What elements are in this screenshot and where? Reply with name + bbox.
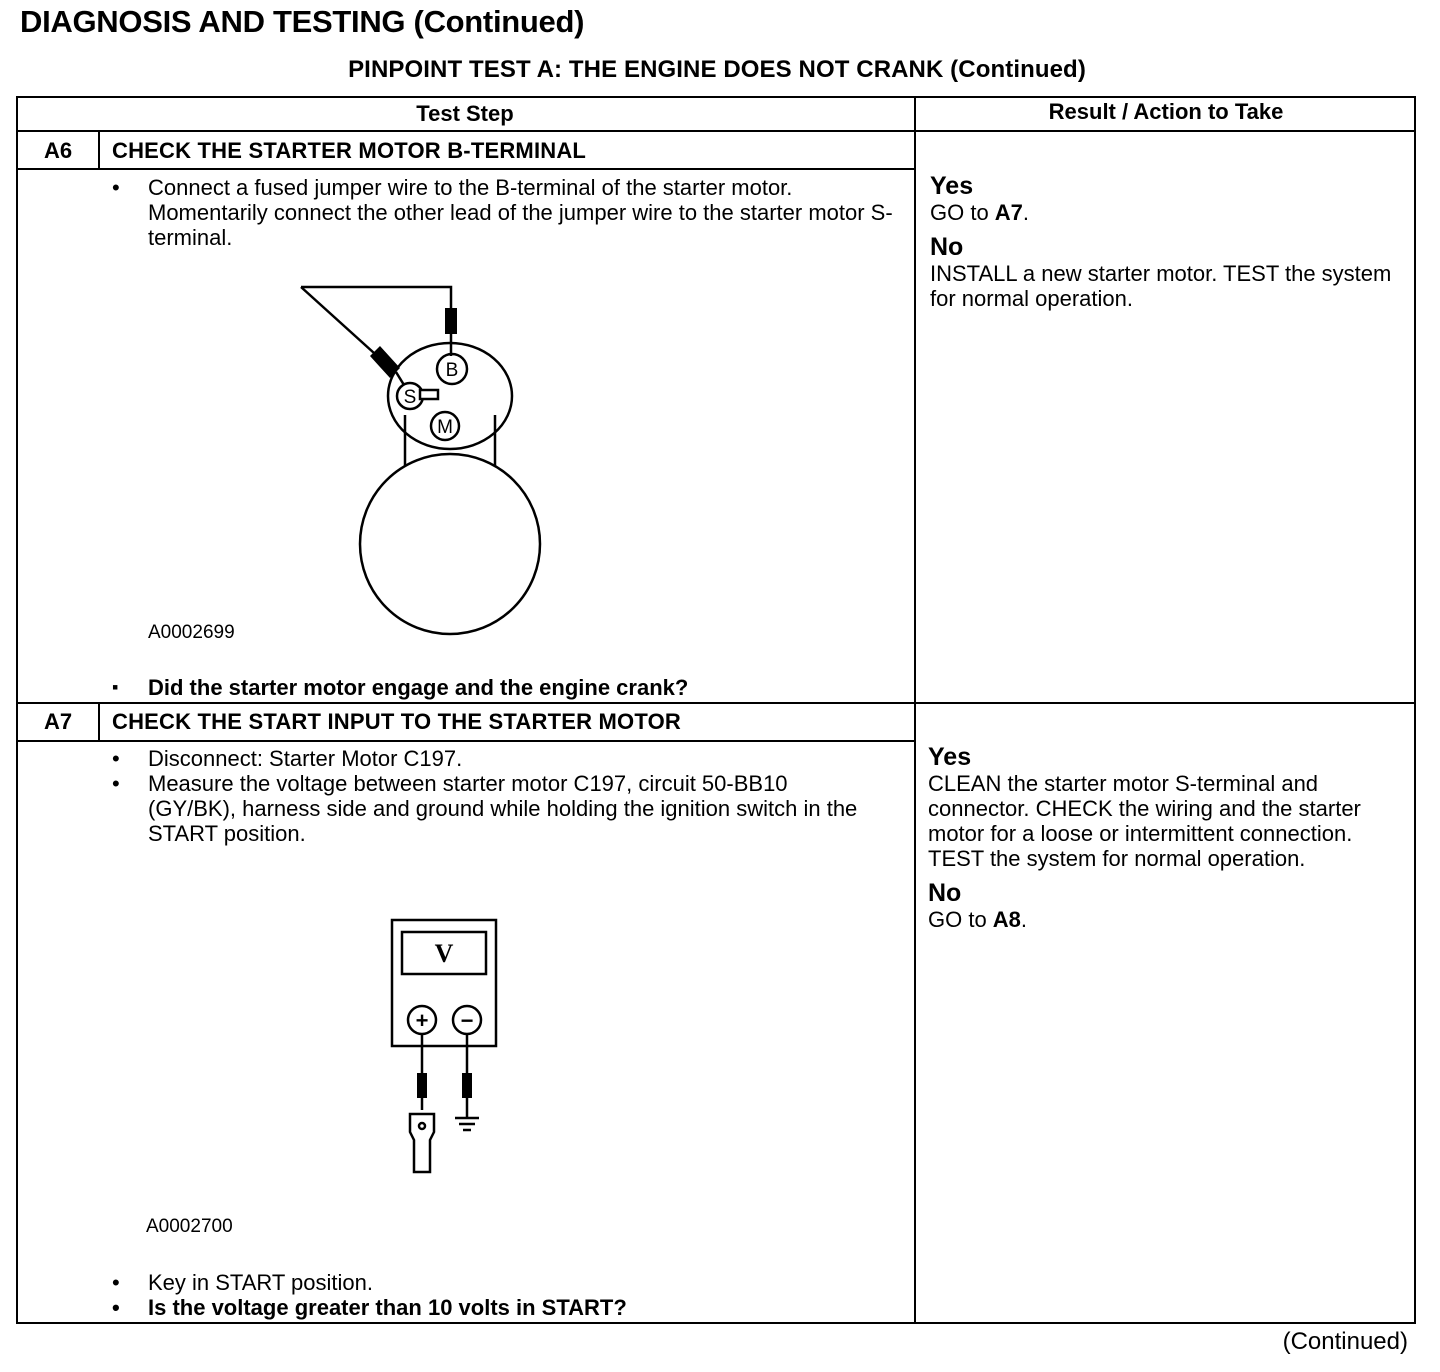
list-item: • Key in START position.	[112, 1270, 902, 1295]
page-title: DIAGNOSIS AND TESTING (Continued)	[20, 4, 585, 39]
a7-no-ref: A8	[992, 907, 1021, 932]
a6-no-action: INSTALL a new starter motor. TEST the system for normal operation.	[930, 261, 1392, 311]
column-header-test-step: Test Step	[416, 101, 514, 126]
a7-instructions	[112, 746, 872, 846]
a6-a7-divider	[16, 702, 1416, 704]
a7-result	[928, 743, 1398, 932]
a6-yes-action: GO to A7.	[930, 200, 1030, 225]
a7-yes-label: Yes	[928, 743, 972, 771]
meter-symbol: V	[434, 939, 454, 968]
figure-id-a6: A0002699	[148, 622, 235, 643]
terminal-b-label: B	[445, 360, 459, 381]
step-id-a7: A7	[43, 709, 73, 734]
terminal-s-label: S	[403, 387, 417, 408]
pinpoint-test-title: PINPOINT TEST A: THE ENGINE DOES NOT CRANK (Continued)	[348, 56, 1086, 83]
a6-no-label: No	[930, 233, 964, 261]
a7-title-divider	[16, 740, 916, 742]
meter-plus-label: +	[415, 1008, 429, 1033]
list-item: ▪ Did the starter motor engage and the engine crank?	[112, 675, 902, 700]
a6-id-divider	[98, 130, 100, 170]
a6-result	[930, 172, 1400, 311]
a6-instructions	[112, 175, 902, 250]
meter-minus-label: −	[460, 1008, 474, 1033]
column-header-result: Result / Action to Take	[1048, 99, 1284, 124]
list-item: • Measure the voltage between starter motor C197, circuit 50-BB10 (GY/BK), harness side and ground while holding the ignition switch in the START position.	[112, 771, 872, 846]
step-title-a7: CHECK THE START INPUT TO THE STARTER MOTOR	[112, 709, 681, 734]
step-title-a6: CHECK THE STARTER MOTOR B-TERMINAL	[112, 138, 587, 163]
list-item: • Connect a fused jumper wire to the B-terminal of the starter motor. Momentarily connect the other lead of the jumper wire to the starter motor S-terminal.	[112, 175, 902, 250]
terminal-m-label: M	[437, 417, 453, 438]
a7-id-divider	[98, 702, 100, 742]
a7-yes-action: CLEAN the starter motor S-terminal and connector. CHECK the wiring and the starter motor for a loose or intermittent connection. TEST the system for normal operation.	[928, 771, 1361, 871]
starter-motor-diagram	[290, 280, 590, 640]
minus-lead-clip	[462, 1073, 472, 1098]
a7-no-label: No	[928, 879, 962, 907]
motor-body	[360, 454, 540, 634]
a6-yes-label: Yes	[930, 172, 974, 200]
figure-id-a7: A0002700	[146, 1216, 233, 1237]
voltmeter-diagram	[380, 910, 520, 1190]
a6-title-divider	[16, 168, 916, 170]
plus-lead-clip	[417, 1073, 427, 1098]
step-id-a6: A6	[43, 138, 73, 163]
continued-footer: (Continued)	[1282, 1328, 1408, 1355]
a6-yes-ref: A7	[994, 200, 1023, 225]
a6-question	[112, 675, 902, 700]
list-item: • Is the voltage greater than 10 volts in START?	[112, 1295, 902, 1320]
list-item: • Disconnect: Starter Motor C197.	[112, 746, 872, 771]
a7-questions	[112, 1270, 902, 1320]
a7-no-action: GO to A8.	[928, 907, 1028, 932]
b-lead-clip	[445, 308, 457, 334]
column-divider	[914, 96, 916, 1324]
header-row-divider	[16, 130, 1416, 132]
